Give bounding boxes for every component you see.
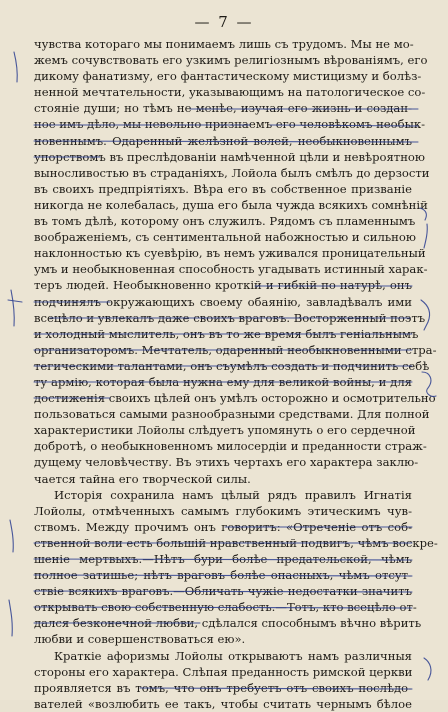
text-line: въ своихъ предпріятіяхъ. Вѣра его въ собственное призваніе bbox=[34, 181, 412, 196]
text-line: дикому фанатизму, его фантастическому мистицизму и болѣз- bbox=[34, 69, 422, 84]
text-line: стороны его характера. Слѣпая преданность римской церкви bbox=[34, 664, 413, 679]
text-line: вателей «возлюбить ее такъ, чтобы считать чернымъ бѣлое bbox=[34, 696, 412, 711]
text-line: открывать свою собственную слабость.—Тотъ, кто всецѣло от- bbox=[34, 600, 417, 615]
text-line: и холодный мыслитель, онъ въ то же время былъ геніальнымъ bbox=[34, 326, 419, 341]
text-line: въ томъ дѣлѣ, которому онъ служилъ. Рядомъ съ пламеннымъ bbox=[34, 214, 416, 229]
margin-mark bbox=[8, 300, 22, 302]
text-line: организаторомъ. Мечтатель, одаренный необыкновенными стра- bbox=[34, 342, 437, 357]
text-line: чувства котораго мы понимаемъ лишь съ трудомъ. Мы не мо- bbox=[34, 37, 414, 51]
text-line: пользоваться самыми разнообразными средствами. Для полной bbox=[34, 407, 430, 422]
text-line: дущему человѣчеству. Въ этихъ чертахъ его характера заклю- bbox=[34, 455, 419, 470]
margin-mark bbox=[10, 520, 13, 552]
margin-mark bbox=[424, 658, 431, 680]
body-text bbox=[34, 36, 438, 712]
text-line: ствіе всякихъ враговъ.—Обличать чужіе недостатки значитъ bbox=[34, 584, 412, 599]
margin-mark bbox=[420, 208, 427, 248]
text-line: умъ и необыкновенная способность угадывать истинный харак- bbox=[34, 262, 428, 277]
text-line: ное имъ дѣло, мы невольно признаемъ его человѣкомъ необык- bbox=[34, 117, 426, 132]
text-line: подчинялъ окружающихъ своему обаянію, завладѣвалъ ими bbox=[34, 294, 412, 309]
text-line: стояніе души; но тѣмъ не менѣе, изучая его жизнь и создан- bbox=[34, 101, 412, 116]
text-line: воображеніемъ, съ сентиментальной набожностью и сильною bbox=[34, 230, 416, 245]
text-line: Краткіе афоризмы Лойолы открываютъ намъ различныя bbox=[54, 648, 412, 663]
text-line: проявляется въ томъ, что онъ требуетъ отъ своихъ послѣдо- bbox=[34, 680, 412, 695]
margin-mark bbox=[11, 290, 14, 326]
text-line: ненной мечтательности, указывающимъ на патологическое со- bbox=[34, 85, 426, 100]
text-line: шеніе мертвыхъ.—Нѣтъ бури болѣе предательской, чѣмъ bbox=[34, 552, 412, 566]
text-line: ственной воли есть большій нравственный подвигъ, чѣмъ воскре- bbox=[34, 535, 438, 550]
text-line: Лойолы, отмѣченныхъ самымъ глубокимъ этическимъ чув- bbox=[34, 503, 412, 518]
text-line: наклонностью къ суевѣрію, въ немъ уживался проницательный bbox=[34, 246, 426, 261]
text-line: новеннымъ. Одаренный желѣзной волей, необыкновеннымъ bbox=[34, 133, 412, 148]
text-line: чается тайна его творческой силы. bbox=[34, 471, 251, 486]
text-line: достиженія своихъ цѣлей онъ умѣлъ осторожно и осмотрительно bbox=[34, 391, 436, 406]
text-line: ту армію, которая была нужна ему для великой войны, и для bbox=[34, 374, 412, 389]
text-line: жемъ сочувствовать его узкимъ религіознымъ вѣрованіямъ, его bbox=[34, 53, 428, 68]
text-line: упорствомъ въ преслѣдованіи намѣченной цѣли и невѣроятною bbox=[34, 149, 425, 164]
text-line: добротѣ, о необыкновенномъ милосердіи и преданности страж- bbox=[34, 439, 427, 454]
text-line: выносливостью въ страданіяхъ, Лойола былъ смѣлъ до дерзости bbox=[34, 165, 430, 180]
text-line: теръ людей. Необыкновенно кроткій и гибкій по натурѣ, онъ bbox=[34, 278, 412, 293]
text-line: любви и совершенствоваться ею». bbox=[34, 632, 246, 647]
page-number: — 7 — bbox=[194, 13, 254, 31]
text-line: дался безконечной любви, сдѣлался способнымъ вѣчно вѣрить bbox=[34, 616, 422, 631]
text-line: характеристики Лойолы слѣдуетъ упомянуть о его сердечной bbox=[34, 423, 416, 438]
text-line: всецѣло и увлекалъ даже своихъ враговъ. Восторженный поэтъ bbox=[34, 310, 426, 325]
text-line: никогда не колебалась, душа его была чужда всякихъ сомнѣній bbox=[34, 197, 428, 212]
text-line: тегическими талантами, онъ съумѣлъ создать и подчинить себѣ bbox=[34, 358, 430, 373]
text-line: полное затишье; нѣтъ враговъ болѣе опасныхъ, чѣмъ отсут- bbox=[34, 568, 412, 583]
margin-mark bbox=[14, 52, 17, 82]
text-line: Исторія сохранила намъ цѣлый рядъ правилъ Игнатія bbox=[54, 487, 412, 502]
margin-mark bbox=[9, 600, 12, 636]
text-line: ствомъ. Между прочимъ онъ говоритъ: «Отреченіе отъ соб- bbox=[34, 519, 412, 534]
